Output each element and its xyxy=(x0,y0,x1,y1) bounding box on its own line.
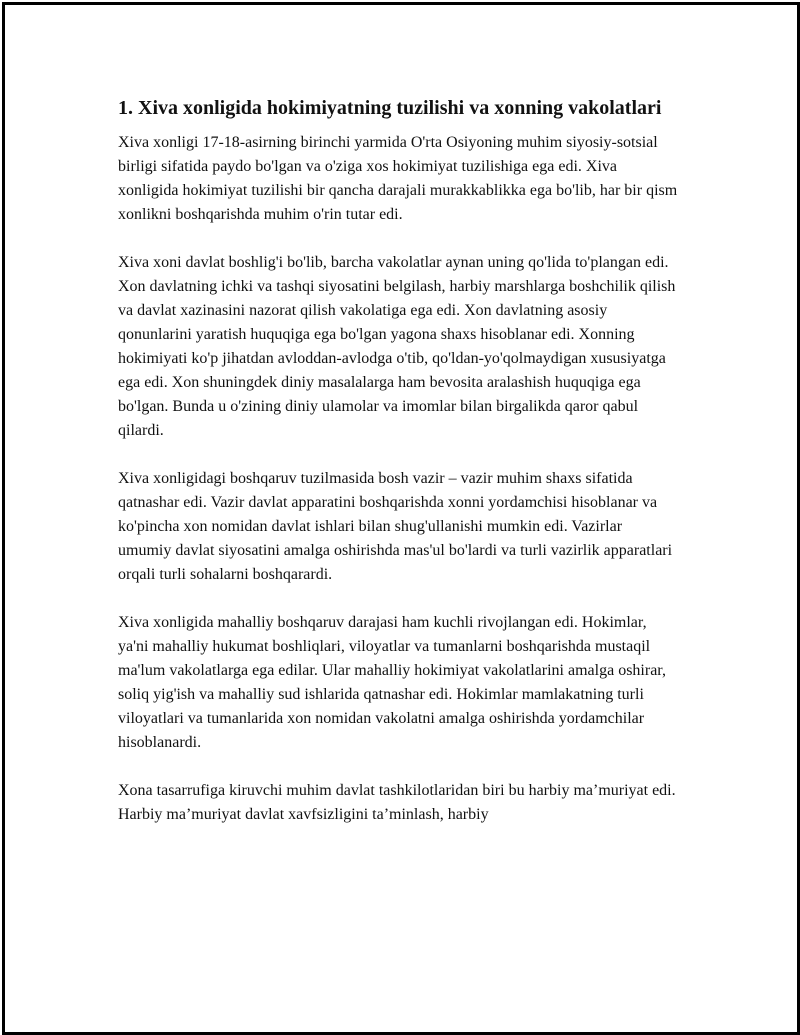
paragraph-5: Xona tasarrufiga kiruvchi muhim davlat tashkilotlaridan biri bu harbiy ma’muriyat edi. Harbiy ma’muriyat davlat xavfsizligini ta’minlash, harbiy xyxy=(118,782,676,823)
section-heading: 1. Xiva xonligida hokimiyatning tuzilishi va xonning vakolatlari xyxy=(118,97,662,119)
paragraph-3: Xiva xonligidagi boshqaruv tuzilmasida bosh vazir – vazir muhim shaxs sifatida qatnashar edi. Vazir davlat apparatini boshqarishda xonni yordamchisi hisoblanar va ko'pincha xon nomidan davlat ishlari bilan shug'ullanishi mumkin edi. Vazirlar umumiy davlat siyosatini amalga oshirishda mas'ul bo'lardi va turli vazirlik apparatlari orqali turli sohalarni boshqarardi. xyxy=(118,470,673,583)
document-body xyxy=(118,94,678,851)
paragraph-1: Xiva xonligi 17-18-asirning birinchi yarmida O'rta Osiyoning muhim siyosiy-sotsial birligi sifatida paydo bo'lgan va o'ziga xos hokimiyat tuzilishiga ega edi. Xiva xonligida hokimiyat tuzilishi bir qancha darajali murakkablikka ega bo'lib, har bir qism xonlikni boshqarishda muhim o'rin tutar edi. xyxy=(118,134,678,223)
paragraph-4: Xiva xonligida mahalliy boshqaruv darajasi ham kuchli rivojlangan edi. Hokimlar, ya'ni mahalliy hukumat boshliqlari, viloyatlar va tumanlarni boshqarishda mustaqil ma'lum vakolatlarga ega edilar. Ular mahalliy hokimiyat vakolatlarini amalga oshirar, soliq yig'ish va mahalliy sud ishlarida qatnashar edi. Hokimlar mamlakatning turli viloyatlari va tumanlarida xon nomidan vakolatni amalga oshirishda yordamchilar hisoblanardi. xyxy=(118,614,666,751)
paragraph-2: Xiva xoni davlat boshlig'i bo'lib, barcha vakolatlar aynan uning qo'lida to'plangan edi. Xon davlatning ichki va tashqi siyosatini belgilash, harbiy marshlarga boshchilik qilish va davlat xazinasini nazorat qilish vakolatiga ega edi. Xon davlatning asosiy qonunlarini yaratish huquqiga ega bo'lgan yagona shaxs hisoblanar edi. Xonning hokimiyati ko'p jihatdan avloddan-avlodga o'tib, qo'ldan-yo'qolmaydigan xususiyatga ega edi. Xon shuningdek diniy masalalarga ham bevosita aralashish huquqiga ega bo'lgan. Bunda u o'zining diniy ulamolar va imomlar bilan birgalikda qaror qabul qilardi. xyxy=(118,254,676,439)
